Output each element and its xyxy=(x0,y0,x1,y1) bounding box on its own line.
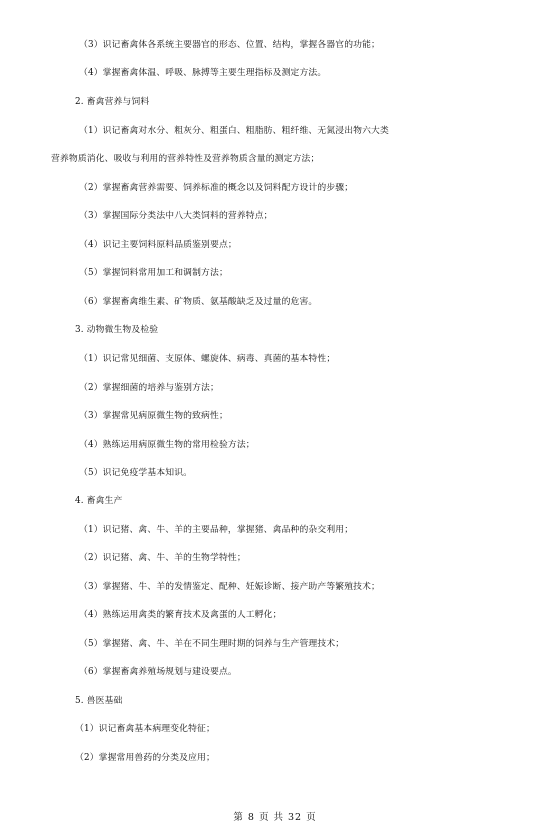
list-item: （1）识记畜禽基本病理变化特征； xyxy=(75,724,215,734)
list-item: （4）熟练运用病原微生物的常用检验方法； xyxy=(79,440,255,450)
list-item: （5）掌握饲料常用加工和调制方法； xyxy=(79,268,228,278)
list-item: （3）掌握常见病原微生物的致病性； xyxy=(79,411,228,421)
list-item: （1）识记常见细菌、支原体、螺旋体、病毒、真菌的基本特性； xyxy=(79,354,336,364)
list-item: （1）识记畜禽对水分、粗灰分、粗蛋白、粗脂肪、粗纤维、无氮浸出物六大类 xyxy=(79,126,389,136)
list-item: （4）掌握畜禽体温、呼吸、脉搏等主要生理指标及测定方法。 xyxy=(79,68,327,78)
list-item: （5）识记免疫学基本知识。 xyxy=(79,468,193,478)
section-heading: 5. 兽医基础 xyxy=(75,696,123,706)
list-item: （4）熟练运用禽类的繁育技术及禽蛋的人工孵化； xyxy=(79,610,282,620)
list-item: （6）掌握畜禽维生素、矿物质、氨基酸缺乏及过量的危害。 xyxy=(79,297,318,307)
section-heading: 4. 畜禽生产 xyxy=(75,496,123,506)
list-item: （6）掌握畜禽养殖场规划与建设要点。 xyxy=(79,667,237,677)
list-item: （2）掌握畜禽营养需要、饲养标准的概念以及饲料配方设计的步骤； xyxy=(79,183,354,193)
list-item: （5）掌握猪、禽、牛、羊在不同生理时期的饲养与生产管理技术； xyxy=(79,639,345,649)
list-item: （3）掌握国际分类法中八大类饲料的营养特点； xyxy=(79,211,273,221)
page-number-footer: 第 8 页 共 32 页 xyxy=(233,812,317,823)
list-item: （2）掌握常用兽药的分类及应用； xyxy=(75,753,215,763)
list-item: （2）掌握细菌的培养与鉴别方法； xyxy=(79,383,219,393)
list-item: （3）掌握猪、牛、羊的发情鉴定、配种、妊娠诊断、接产助产等繁殖技术； xyxy=(79,582,380,592)
section-heading: 2. 畜禽营养与饲料 xyxy=(75,97,150,107)
section-heading: 3. 动物微生物及检验 xyxy=(75,325,159,335)
list-item: （2）识记猪、禽、牛、羊的生物学特性； xyxy=(79,553,246,563)
list-item: （4）识记主要饲料原料品质鉴别要点； xyxy=(79,240,237,250)
list-item: （1）识记猪、禽、牛、羊的主要品种，掌握猪、禽品种的杂交利用； xyxy=(79,525,354,535)
list-item: （3）识记畜禽体各系统主要器官的形态、位置、结构，掌握各器官的功能； xyxy=(79,40,380,50)
list-item-continuation: 营养物质消化、吸收与利用的营养特性及营养物质含量的测定方法； xyxy=(51,154,320,164)
